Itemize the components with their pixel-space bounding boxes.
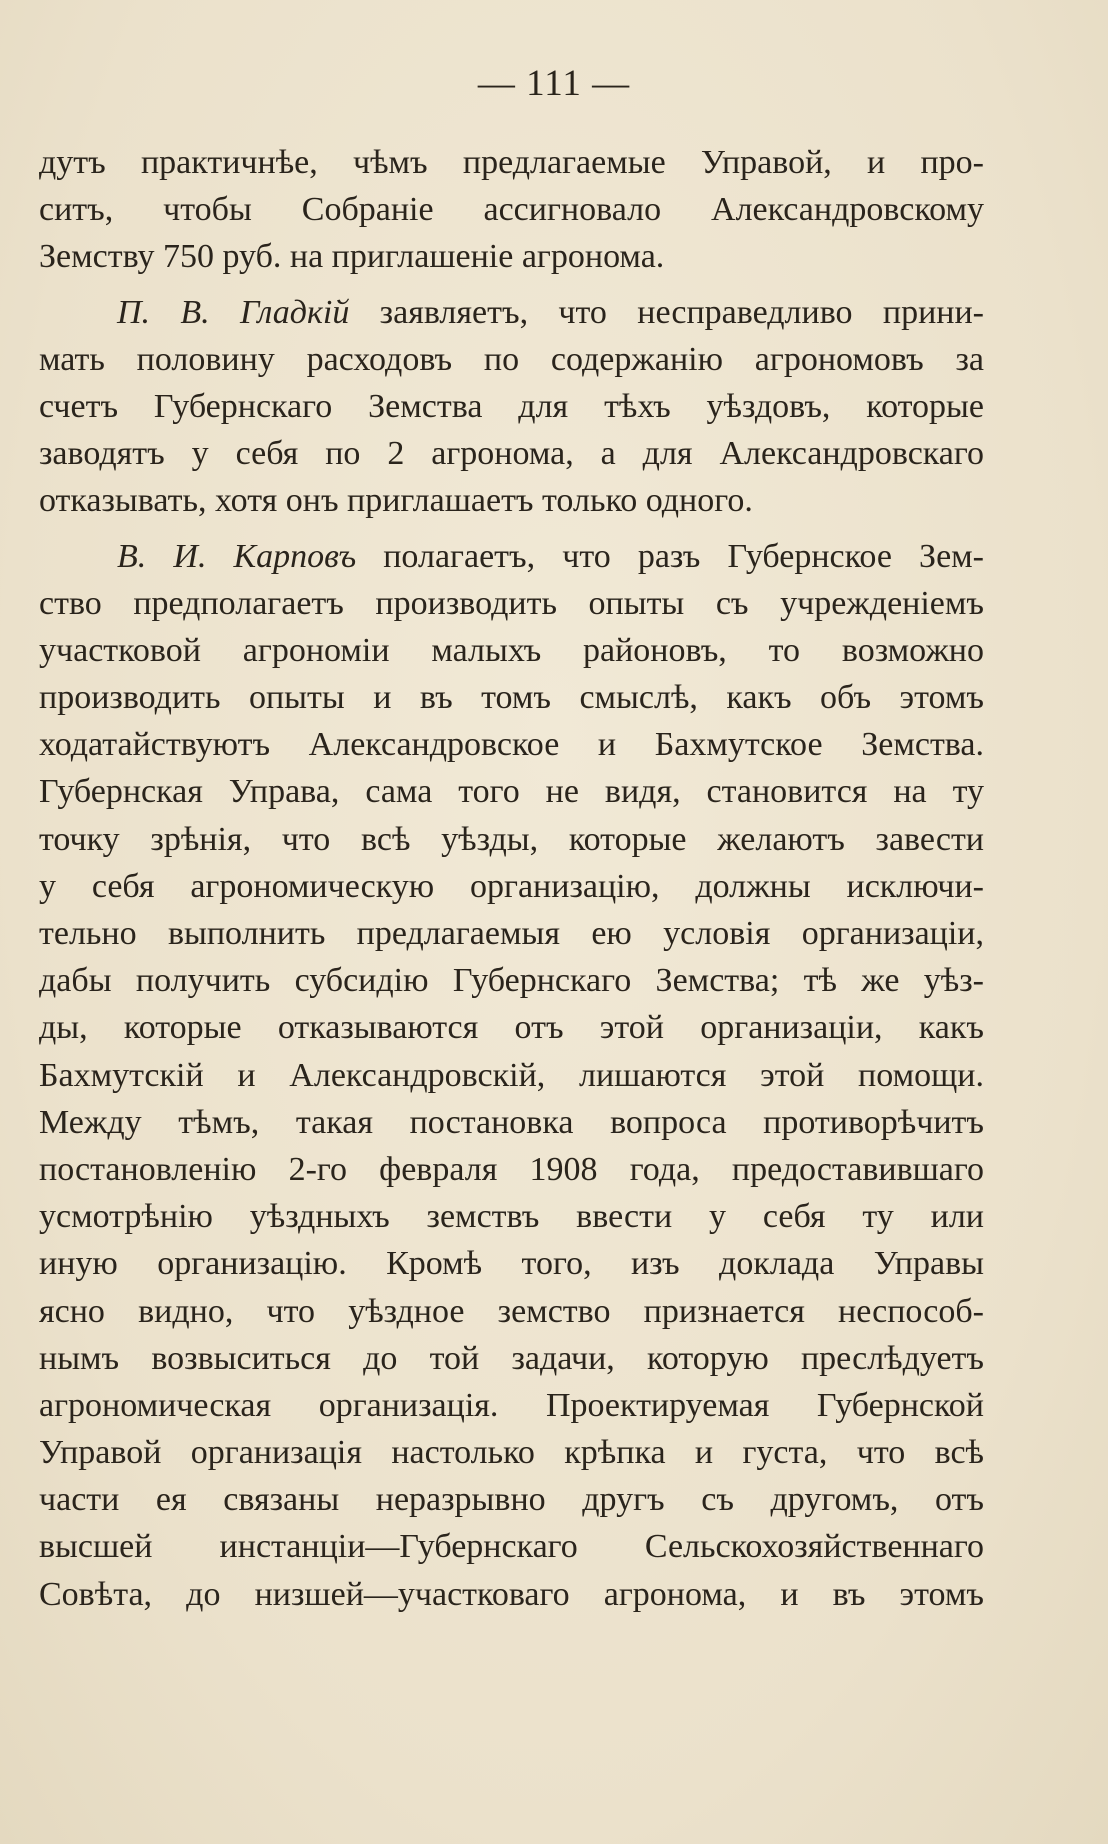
text-line: дабы получить субсидію Губернскаго Земства; тѣ же уѣз-: [39, 962, 984, 1000]
text-line: точку зрѣнія, что всѣ уѣзды, которые желаютъ завести: [39, 820, 984, 858]
text-line: Совѣта, до низшей—участковаго агронома, и въ этомъ: [39, 1575, 984, 1613]
text-line: ство предполагаетъ производить опыты съ учрежденіемъ: [39, 584, 984, 622]
speaker-name: П. В. Гладкій: [117, 293, 350, 331]
page-number: — 111 —: [477, 63, 631, 104]
paragraph-karpov: [39, 533, 984, 1618]
line-text: заявляетъ, что несправедливо прини-: [349, 293, 984, 331]
text-line: части ея связаны неразрывно другъ съ другомъ, отъ: [39, 1481, 984, 1519]
text-line: Земству 750 руб. на приглашеніе агронома.: [39, 238, 665, 276]
body-text: [39, 139, 984, 1618]
paragraph-continuation: [39, 139, 984, 281]
text-line: усмотрѣнію уѣздныхъ земствъ ввести у себя ту или: [39, 1198, 984, 1236]
text-line: счетъ Губернскаго Земства для тѣхъ уѣздовъ, которые: [39, 387, 984, 425]
text-line: у себя агрономическую организацію, должны исключи-: [39, 867, 984, 905]
text-line-first: [39, 533, 984, 580]
text-line: агрономическая организація. Проектируемая Губернской: [39, 1386, 984, 1424]
text-line: заводятъ у себя по 2 агронома, а для Александровскаго: [39, 435, 984, 473]
text-line: Бахмутскій и Александровскій, лишаются этой помощи.: [39, 1056, 984, 1094]
text-line: ситъ, чтобы Собраніе ассигновало Александровскому: [39, 191, 984, 229]
text-line: отказывать, хотя онъ приглашаетъ только одного.: [39, 482, 753, 520]
line-text: полагаетъ, что разъ Губернское Зем-: [356, 537, 985, 575]
text-line: тельно выполнить предлагаемыя ею условія организаціи,: [39, 915, 984, 952]
text-line: участковой агрономіи малыхъ районовъ, то возможно: [39, 631, 984, 669]
text-line: нымъ возвыситься до той задачи, которую преслѣдуетъ: [39, 1339, 984, 1377]
text-line: постановленію 2-го февраля 1908 года, предоставившаго: [39, 1150, 984, 1188]
text-line: ды, которые отказываются отъ этой организаціи, какъ: [39, 1009, 984, 1047]
text-line: высшей инстанціи—Губернскаго Сельскохозяйственнаго: [39, 1528, 984, 1566]
text-line: мать половину расходовъ по содержанію агрономовъ за: [39, 340, 984, 378]
text-line-first: [39, 289, 984, 336]
speaker-name: В. И. Карповъ: [117, 537, 357, 575]
text-line: производить опыты и въ томъ смыслѣ, какъ объ этомъ: [39, 679, 984, 717]
text-line: ходатайствуютъ Александровское и Бахмутское Земства.: [39, 726, 984, 764]
text-line: Губернская Управа, сама того не видя, становится на ту: [39, 773, 984, 811]
text-line: Между тѣмъ, такая постановка вопроса противорѣчитъ: [39, 1103, 984, 1141]
text-line: ясно видно, что уѣздное земство признается неспособ-: [39, 1292, 984, 1330]
text-line: иную организацію. Кромѣ того, изъ доклада Управы: [39, 1245, 984, 1283]
paragraph-gladkiy: [39, 289, 984, 525]
text-line: дутъ практичнѣе, чѣмъ предлагаемые Управой, и про-: [39, 144, 984, 181]
text-line: Управой организація настолько крѣпка и густа, что всѣ: [39, 1434, 984, 1472]
